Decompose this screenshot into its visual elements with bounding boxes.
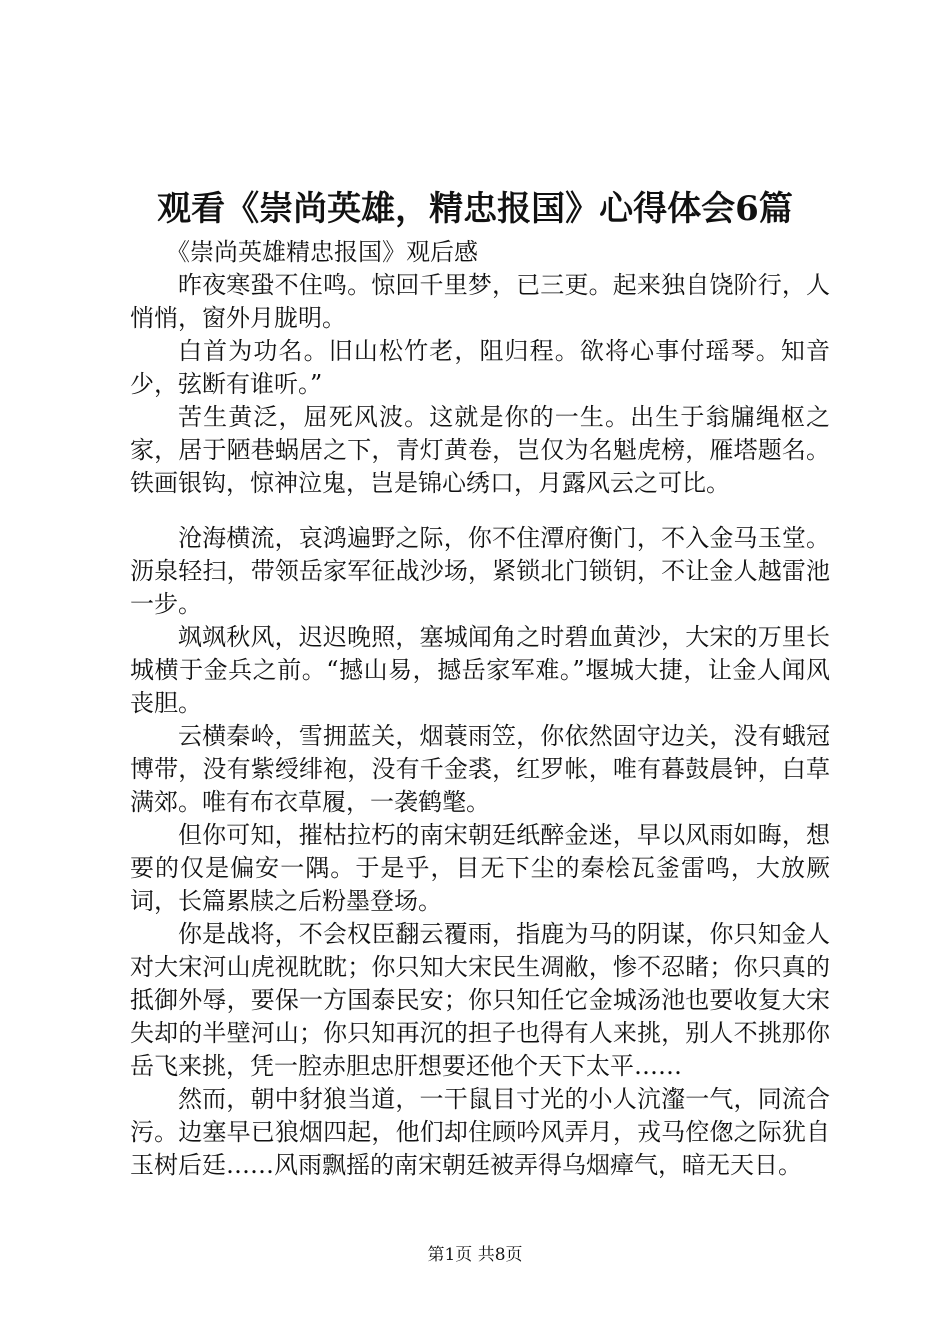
document-body — [130, 236, 830, 1182]
page-footer: 第1页 共8页 — [427, 1245, 523, 1265]
paragraph: 云横秦岭，雪拥蓝关，烟蓑雨笠，你依然固守边关，没有蛾冠博带，没有紫绶绯袍，没有千金裘，红罗帐，唯有暮鼓晨钟，白草满郊。唯有布衣草履，一袭鹤氅。 — [130, 722, 830, 816]
paragraph: 白首为功名。旧山松竹老，阻归程。欲将心事付瑶琴。知音少，弦断有谁听。” — [130, 337, 830, 398]
document-subtitle: 《崇尚英雄精忠报国》观后感 — [166, 238, 478, 266]
document-title: 观看《崇尚英雄，精忠报国》心得体会6篇 — [157, 189, 793, 229]
paragraph: 沧海横流，哀鸿遍野之际，你不住潭府衡门，不入金马玉堂。沥泉轻扫，带领岳家军征战沙场，紧锁北门锁钥，不让金人越雷池一步。 — [130, 524, 830, 618]
paragraph: 然而，朝中豺狼当道，一干鼠目寸光的小人沆瀣一气，同流合污。边塞早已狼烟四起，他们却住顾吟风弄月，戎马倥偬之际犹自玉树后廷……风雨飘摇的南宋朝廷被弄得乌烟瘴气，暗无天日。 — [130, 1085, 830, 1179]
paragraph: 你是战将，不会权臣翻云覆雨，指鹿为马的阴谋，你只知金人对大宋河山虎视眈眈；你只知大宋民生凋敝，惨不忍睹；你只真的抵御外辱，要保一方国泰民安；你只知任它金城汤池也要收复大宋失却的半壁河山；你只知再沉的担子也得有人来挑，别人不挑那你岳飞来挑，凭一腔赤胆忠肝想要还他个天下太平…… — [130, 920, 830, 1080]
paragraph: 飒飒秋风，迟迟晚照，塞城闻角之时碧血黄沙，大宋的万里长城横于金兵之前。“撼山易，撼岳家军难。”堰城大捷，让金人闻风丧胆。 — [130, 623, 830, 717]
paragraph: 昨夜寒蛩不住鸣。惊回千里梦，已三更。起来独自饶阶行，人悄悄，窗外月胧明。 — [130, 271, 830, 332]
paragraph: 但你可知，摧枯拉朽的南宋朝廷纸醉金迷，早以风雨如晦，想要的仅是偏安一隅。于是乎，目无下尘的秦桧瓦釜雷鸣，大放厥词，长篇累牍之后粉墨登场。 — [130, 821, 830, 915]
paragraph: 苦生黄泛，屈死风波。这就是你的一生。出生于翁牖绳枢之家，居于陋巷蜗居之下，青灯黄卷，岂仅为名魁虎榜，雁塔题名。铁画银钩，惊神泣鬼，岂是锦心绣口，月露风云之可比。 — [130, 403, 830, 497]
